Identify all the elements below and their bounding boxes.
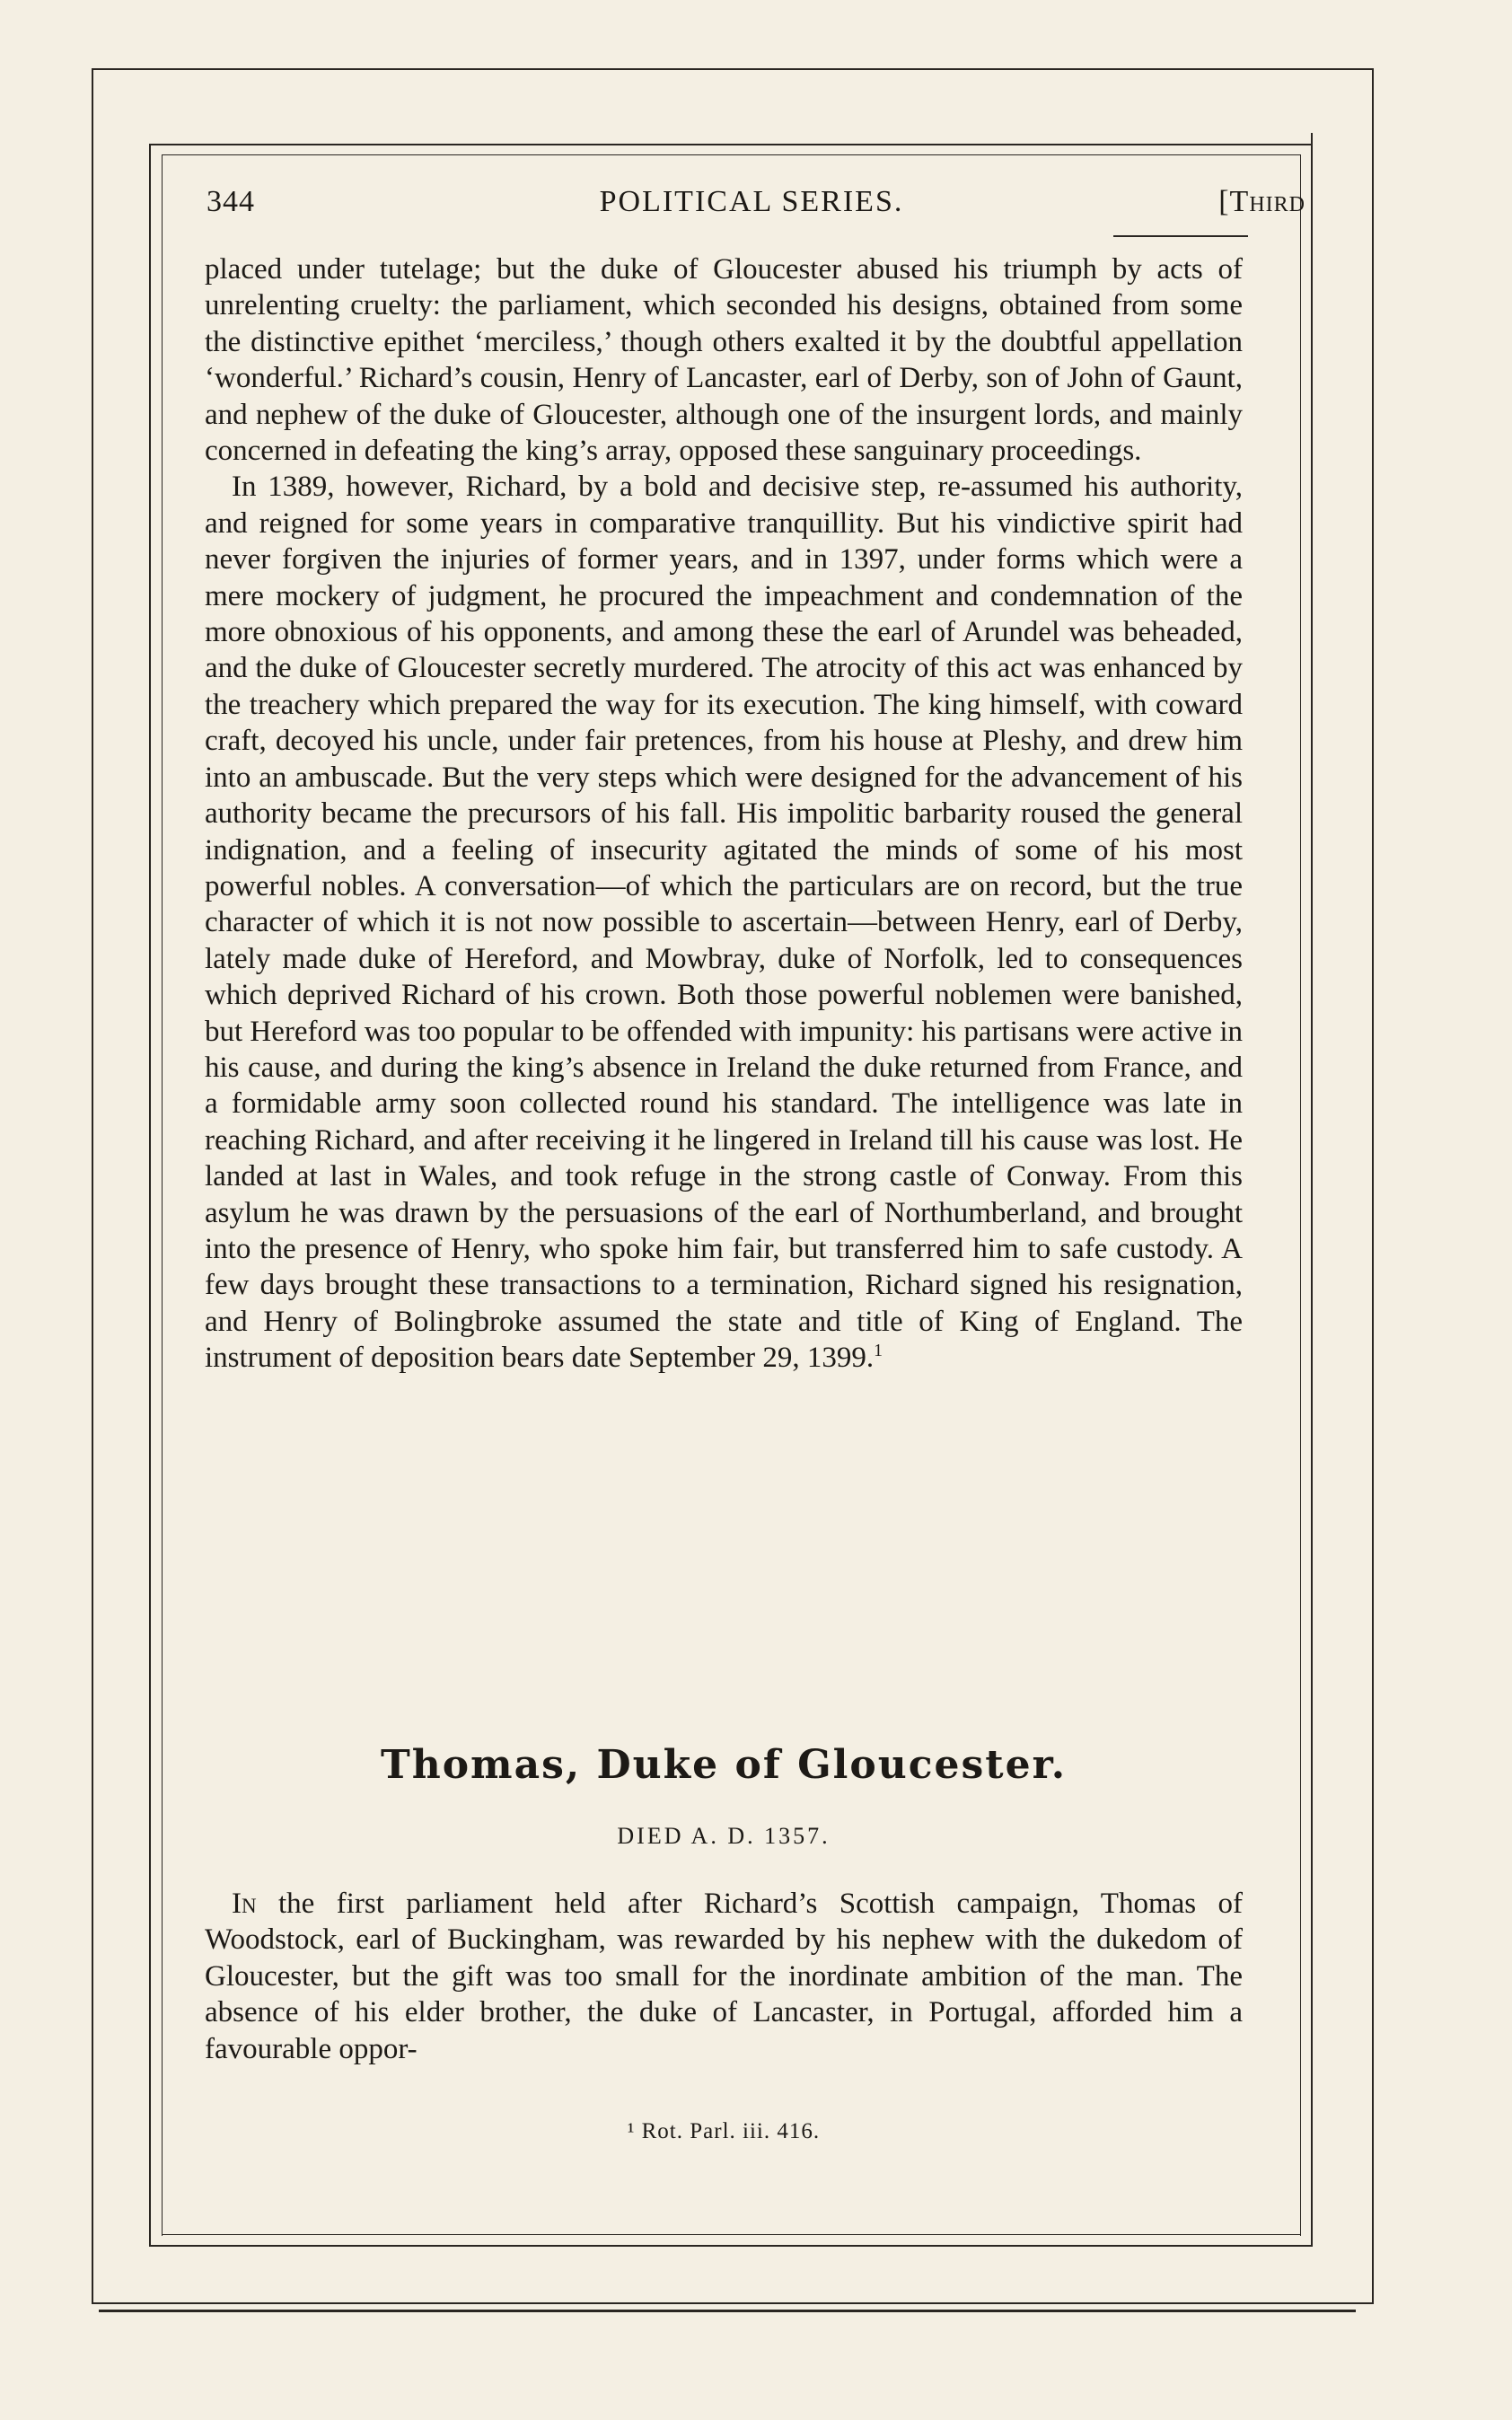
paragraph-2-text: In 1389, however, Richard, by a bold and decisive step, re-assumed his authority, and reigned for some years in comparative tranquillity. But his vindictive spirit had never forgiven the injuries of former years, and in 1397, under forms which were a mere mockery of judgment, he procured the impeachment and condemnation of the more obnoxious of his opponents, and among these the earl of Arundel was beheaded, and the duke of Gloucester secretly murdered. The atrocity of this act was enhanced by the treachery which prepared the way for its execution. The king himself, with coward craft, decoyed his uncle, under fair pretences, from his house at Pleshy, and drew him into an ambuscade. But the very steps which were designed for the advancement of his authority became the precursors of his fall. His impolitic barbarity roused the general indignation, and a feeling of insecurity agitated the minds of some of his most powerful nobles. A conversation—of which the particulars are on record, but the true character of which it is not now possible to ascertain—between Henry, earl of Derby, lately made duke of Hereford, and Mowbray, duke of Norfolk, led to consequences which deprived Richard of his crown. Both those powerful noblemen were banished, but Hereford was too popular to be offended with impunity: his partisans were active in his cause, and during the king’s absence in Ireland the duke returned from France, and a formidable army soon collected round his standard. The intelligence was late in reaching Richard, and after receiving it he lingered in Ireland till his cause was lost. He landed at last in Wales, and took refuge in the strong castle of Conway. From this asylum he was drawn by the persuasions of the earl of Northumberland, and brought into the presence of Henry, who spoke him fair, but transferred him to safe custody. A few days brought these transactions to a termination, Richard signed his resignation, and Henry of Bolingbroke assumed the state and title of King of England. The instrument of deposition bears date September 29, 1399. — [205, 471, 1243, 1375]
running-head-right: [Third — [1218, 185, 1305, 218]
outer-bottom-shadow — [99, 2310, 1356, 2312]
paragraph-2 — [205, 469, 1243, 1376]
running-title: POLITICAL SERIES. — [599, 185, 904, 218]
section-text — [205, 1886, 1243, 2067]
inner-bottom-rule — [149, 2245, 1313, 2247]
footnote: ¹ Rot. Parl. iii. 416. — [627, 2119, 821, 2143]
paragraph-1: placed under tutelage; but the duke of Gloucester abused his triumph by acts of unrelenting cruelty: the parliament, which seconded his designs, obtained from some the distinctive epithet ‘merciless,’ though others exalted it by the doubtful appellation ‘wonderful.’ Richard’s cousin, Henry of Lancaster, earl of Derby, son of John of Gaunt, and nephew of the duke of Gloucester, although one of the insurgent lords, and mainly concerned in defeating the king’s array, opposed these sanguinary proceedings. — [205, 253, 1243, 468]
inner-left-rule — [149, 144, 151, 2247]
footnote-marker: 1 — [874, 1341, 883, 1361]
inner-left-rule-2 — [162, 154, 163, 2236]
outer-top-rule — [92, 68, 1374, 70]
running-head — [207, 185, 1305, 228]
section-paragraph-text: the first parliament held after Richard’s Scottish campaign, Thomas of Woodstock, earl of Buckingham, was rewarded by his nephew with the dukedom of Gloucester, but the gift was too small for the inordinate ambition of the man. The absence of his elder brother, the duke of Lancaster, in Portugal, afforded him a favourable oppor- — [205, 1888, 1244, 2065]
inner-bottom-rule-2 — [162, 2234, 1300, 2235]
inner-right-rule — [1311, 133, 1313, 2247]
section-first-word: In — [232, 1888, 257, 1920]
outer-right-rule — [1372, 68, 1374, 2304]
body-text — [205, 251, 1243, 1377]
head-underline — [1113, 235, 1248, 237]
inner-right-rule-2 — [1300, 154, 1301, 2236]
inner-top-rule-2 — [162, 154, 1300, 155]
section-paragraph — [205, 1886, 1243, 2067]
outer-left-rule — [92, 68, 93, 2304]
died-line: DIED A. D. 1357. — [617, 1823, 831, 1849]
inner-top-rule — [149, 144, 1313, 145]
page-number: 344 — [207, 185, 255, 218]
section-heading: Thomas, Duke of Gloucester. — [380, 1742, 1068, 1788]
outer-bottom-rule — [92, 2302, 1374, 2304]
